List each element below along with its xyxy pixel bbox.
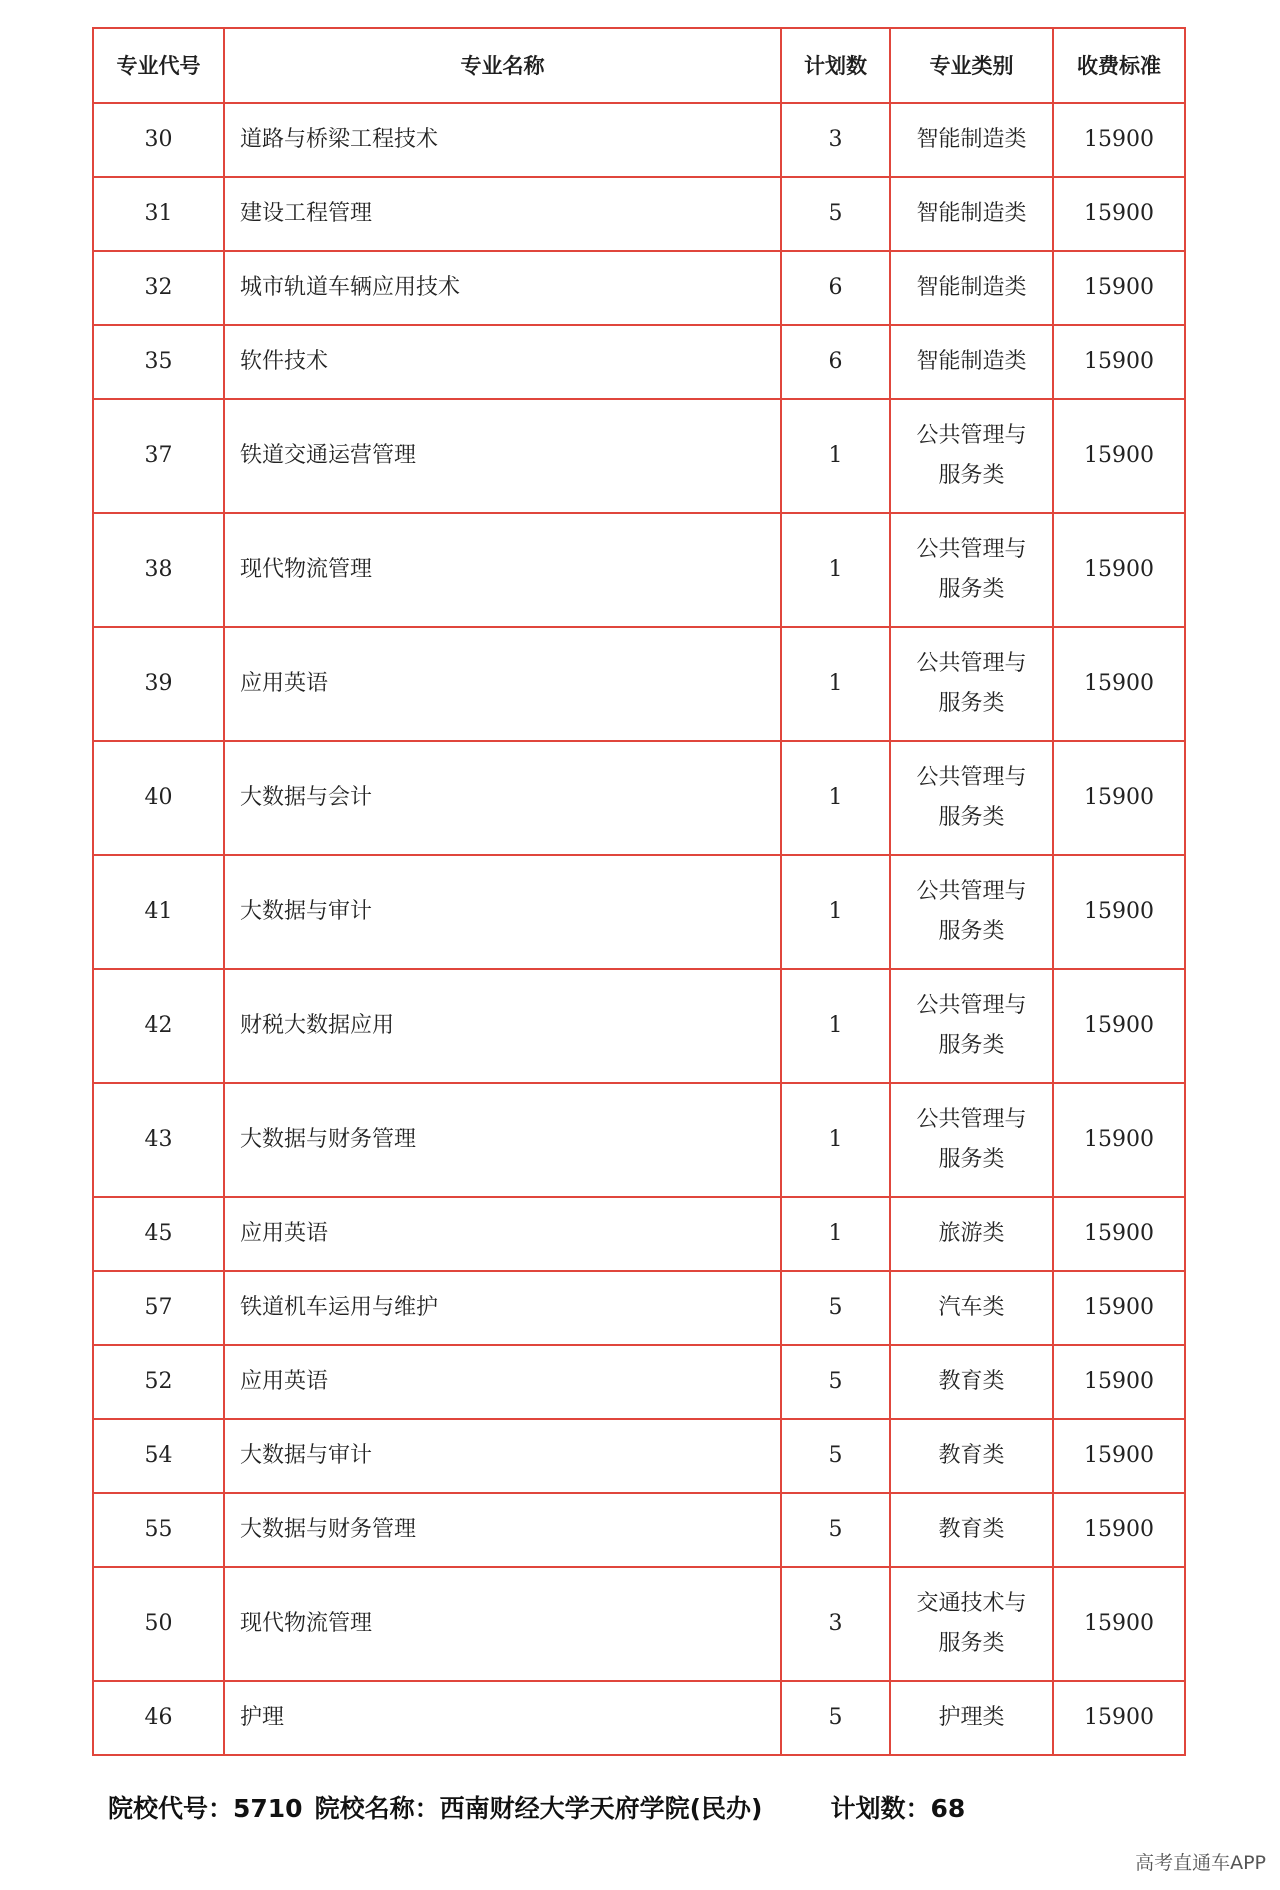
major-code-cell: 57	[93, 1271, 224, 1345]
major-code-cell: 38	[93, 513, 224, 627]
table-row	[93, 855, 1185, 969]
fee-cell: 15900	[1053, 177, 1185, 251]
plan-count-cell: 1	[781, 1083, 890, 1197]
table-row	[93, 1197, 1185, 1271]
plan-count-cell: 1	[781, 627, 890, 741]
fee-cell: 15900	[1053, 1567, 1185, 1681]
major-name-cell: 现代物流管理	[224, 1567, 781, 1681]
table-row	[93, 513, 1185, 627]
school-summary	[108, 1789, 965, 1825]
plan-count-cell: 3	[781, 103, 890, 177]
plan-count-cell: 1	[781, 969, 890, 1083]
major-category-cell	[890, 969, 1053, 1083]
category-line: 服务类	[938, 463, 1005, 488]
plan-count-cell: 1	[781, 1197, 890, 1271]
major-code-cell: 50	[93, 1567, 224, 1681]
major-category-cell	[890, 1681, 1053, 1755]
table-row	[93, 1681, 1185, 1755]
fee-cell: 15900	[1053, 1271, 1185, 1345]
table-row	[93, 1493, 1185, 1567]
table-header-row	[93, 28, 1185, 103]
category-line: 公共管理与	[916, 879, 1027, 904]
major-code-cell: 40	[93, 741, 224, 855]
major-code-cell: 41	[93, 855, 224, 969]
plan-count-cell: 1	[781, 513, 890, 627]
category-line: 服务类	[938, 1033, 1005, 1058]
plan-count-cell: 5	[781, 1681, 890, 1755]
plan-count-cell: 5	[781, 1345, 890, 1419]
major-name-cell: 铁道机车运用与维护	[224, 1271, 781, 1345]
category-line: 教育类	[938, 1517, 1005, 1542]
category-line: 智能制造类	[916, 201, 1027, 226]
major-code-cell: 52	[93, 1345, 224, 1419]
school-code: 院校代号：5710	[108, 1794, 303, 1823]
header-major-name: 专业名称	[224, 28, 781, 103]
category-line: 服务类	[938, 1631, 1005, 1656]
fee-cell: 15900	[1053, 325, 1185, 399]
major-category-cell	[890, 1271, 1053, 1345]
enrollment-plan-table	[92, 27, 1186, 1756]
major-code-cell: 42	[93, 969, 224, 1083]
major-code-cell: 32	[93, 251, 224, 325]
category-line: 教育类	[938, 1369, 1005, 1394]
major-category-cell	[890, 1567, 1053, 1681]
major-category-cell	[890, 1419, 1053, 1493]
major-name-cell: 应用英语	[224, 1197, 781, 1271]
major-name-cell: 应用英语	[224, 1345, 781, 1419]
fee-cell: 15900	[1053, 741, 1185, 855]
category-line: 公共管理与	[916, 537, 1027, 562]
major-code-cell: 37	[93, 399, 224, 513]
category-line: 服务类	[938, 691, 1005, 716]
major-code-cell: 45	[93, 1197, 224, 1271]
major-category-cell	[890, 855, 1053, 969]
major-name-cell: 应用英语	[224, 627, 781, 741]
table-row	[93, 1567, 1185, 1681]
major-name-cell: 道路与桥梁工程技术	[224, 103, 781, 177]
category-line: 智能制造类	[916, 275, 1027, 300]
major-name-cell: 铁道交通运营管理	[224, 399, 781, 513]
category-line: 公共管理与	[916, 993, 1027, 1018]
category-line: 智能制造类	[916, 349, 1027, 374]
category-line: 公共管理与	[916, 1107, 1027, 1132]
fee-cell: 15900	[1053, 969, 1185, 1083]
school-name: 院校名称：西南财经大学天府学院(民办)	[314, 1794, 763, 1823]
table-row	[93, 1271, 1185, 1345]
major-name-cell: 现代物流管理	[224, 513, 781, 627]
table-row	[93, 1083, 1185, 1197]
plan-count-cell: 6	[781, 251, 890, 325]
major-category-cell	[890, 1345, 1053, 1419]
major-code-cell: 35	[93, 325, 224, 399]
major-category-cell	[890, 177, 1053, 251]
plan-count-cell: 1	[781, 399, 890, 513]
header-fee-standard: 收费标准	[1053, 28, 1185, 103]
header-major-code: 专业代号	[93, 28, 224, 103]
plan-count-cell: 5	[781, 1271, 890, 1345]
table-row	[93, 1345, 1185, 1419]
plan-total: 计划数：68	[830, 1794, 966, 1823]
table-row	[93, 325, 1185, 399]
fee-cell: 15900	[1053, 1345, 1185, 1419]
major-name-cell: 大数据与审计	[224, 1419, 781, 1493]
category-line: 服务类	[938, 919, 1005, 944]
major-category-cell	[890, 251, 1053, 325]
major-category-cell	[890, 627, 1053, 741]
table-row	[93, 627, 1185, 741]
fee-cell: 15900	[1053, 1681, 1185, 1755]
major-category-cell	[890, 513, 1053, 627]
major-name-cell: 护理	[224, 1681, 781, 1755]
plan-count-cell: 5	[781, 1493, 890, 1567]
plan-count-cell: 5	[781, 177, 890, 251]
category-line: 公共管理与	[916, 651, 1027, 676]
header-major-category: 专业类别	[890, 28, 1053, 103]
table-row	[93, 741, 1185, 855]
major-code-cell: 54	[93, 1419, 224, 1493]
major-code-cell: 30	[93, 103, 224, 177]
fee-cell: 15900	[1053, 1419, 1185, 1493]
table-row	[93, 251, 1185, 325]
table-row	[93, 969, 1185, 1083]
major-code-cell: 55	[93, 1493, 224, 1567]
major-code-cell: 43	[93, 1083, 224, 1197]
major-name-cell: 大数据与审计	[224, 855, 781, 969]
category-line: 服务类	[938, 1147, 1005, 1172]
table-row	[93, 1419, 1185, 1493]
major-name-cell: 建设工程管理	[224, 177, 781, 251]
major-category-cell	[890, 399, 1053, 513]
fee-cell: 15900	[1053, 1493, 1185, 1567]
major-code-cell: 39	[93, 627, 224, 741]
category-line: 智能制造类	[916, 127, 1027, 152]
fee-cell: 15900	[1053, 251, 1185, 325]
fee-cell: 15900	[1053, 627, 1185, 741]
major-name-cell: 大数据与会计	[224, 741, 781, 855]
plan-count-cell: 1	[781, 855, 890, 969]
major-category-cell	[890, 1197, 1053, 1271]
category-line: 服务类	[938, 805, 1005, 830]
plan-count-cell: 1	[781, 741, 890, 855]
category-line: 护理类	[938, 1705, 1005, 1730]
fee-cell: 15900	[1053, 1083, 1185, 1197]
major-category-cell	[890, 103, 1053, 177]
category-line: 教育类	[938, 1443, 1005, 1468]
major-category-cell	[890, 325, 1053, 399]
category-line: 旅游类	[938, 1221, 1005, 1246]
plan-count-cell: 5	[781, 1419, 890, 1493]
major-name-cell: 城市轨道车辆应用技术	[224, 251, 781, 325]
major-name-cell: 大数据与财务管理	[224, 1083, 781, 1197]
major-category-cell	[890, 1083, 1053, 1197]
major-code-cell: 46	[93, 1681, 224, 1755]
table-row	[93, 103, 1185, 177]
fee-cell: 15900	[1053, 513, 1185, 627]
fee-cell: 15900	[1053, 103, 1185, 177]
major-name-cell: 大数据与财务管理	[224, 1493, 781, 1567]
category-line: 公共管理与	[916, 423, 1027, 448]
fee-cell: 15900	[1053, 399, 1185, 513]
category-line: 汽车类	[938, 1295, 1005, 1320]
category-line: 公共管理与	[916, 765, 1027, 790]
major-category-cell	[890, 741, 1053, 855]
category-line: 服务类	[938, 577, 1005, 602]
major-name-cell: 软件技术	[224, 325, 781, 399]
header-plan-count: 计划数	[781, 28, 890, 103]
plan-count-cell: 6	[781, 325, 890, 399]
fee-cell: 15900	[1053, 855, 1185, 969]
table-row	[93, 399, 1185, 513]
table-row	[93, 177, 1185, 251]
plan-count-cell: 3	[781, 1567, 890, 1681]
category-line: 交通技术与	[916, 1591, 1027, 1616]
major-name-cell: 财税大数据应用	[224, 969, 781, 1083]
watermark: 高考直通车APP	[1135, 1852, 1266, 1874]
major-category-cell	[890, 1493, 1053, 1567]
table-body	[93, 103, 1185, 1755]
fee-cell: 15900	[1053, 1197, 1185, 1271]
major-code-cell: 31	[93, 177, 224, 251]
